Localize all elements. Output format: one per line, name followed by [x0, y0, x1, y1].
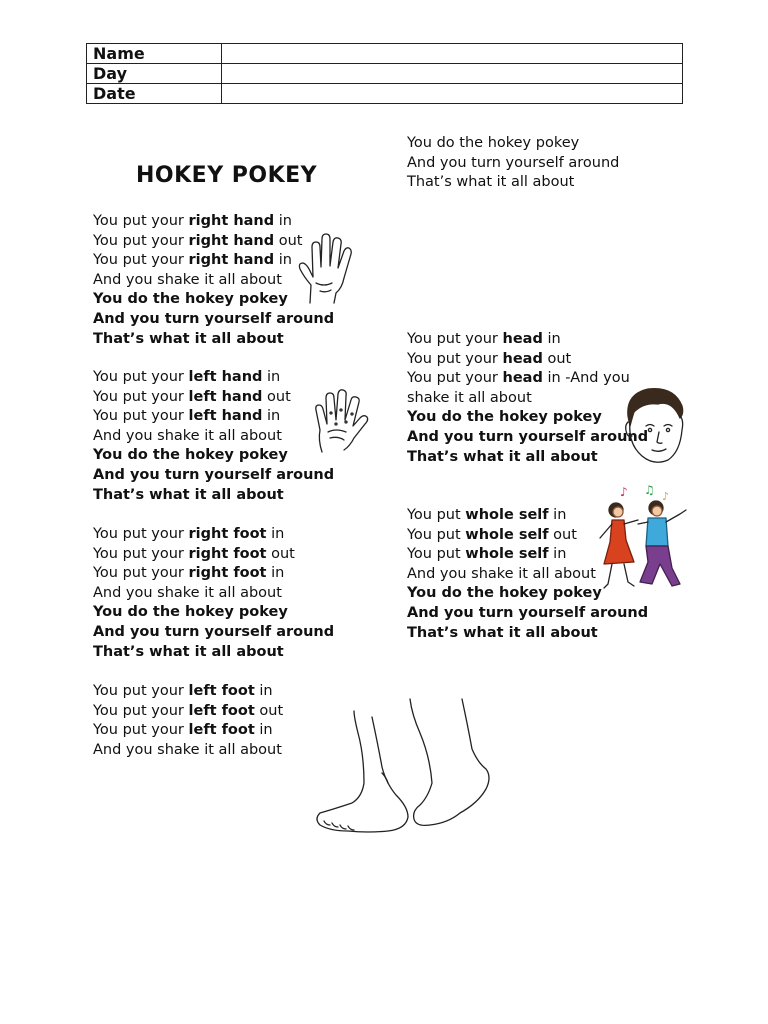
chorus-line: That’s what it all about — [407, 448, 598, 465]
verse-line — [93, 368, 334, 388]
palm-icon — [312, 388, 368, 454]
boy-face-icon — [622, 386, 688, 468]
verse-text: in — [262, 369, 281, 385]
date-label: Date — [87, 84, 222, 104]
verse-text: in — [548, 507, 567, 523]
chorus-line: And you turn yourself around — [407, 154, 620, 171]
verse-line — [407, 369, 648, 389]
chorus-line: You do the hokey pokey — [93, 604, 288, 621]
verse-text: out — [266, 545, 295, 562]
verse-line — [407, 330, 648, 350]
chorus-line: And you turn yourself around — [93, 466, 335, 483]
verse-text: You put your — [93, 408, 189, 425]
dancing-couple-icon — [594, 484, 690, 594]
verse-text: You put your — [93, 213, 189, 229]
verse-text: in — [266, 526, 285, 542]
verse-text: in — [542, 331, 561, 347]
verse-text: You put — [407, 507, 466, 523]
verse-text: out — [274, 232, 303, 249]
verse-text: whole self — [465, 546, 549, 563]
verse-line: And you shake it all about — [93, 741, 282, 758]
verse-line — [93, 388, 334, 408]
verse-text: right hand — [188, 213, 275, 229]
verse-text: head — [502, 350, 543, 367]
chorus-line: You do the hokey pokey — [407, 585, 602, 602]
verse-text: You put your — [93, 526, 189, 542]
student-info-table — [86, 43, 683, 104]
verse-text: You put your — [93, 565, 189, 582]
day-row — [87, 64, 683, 84]
date-row — [87, 84, 683, 104]
chorus-line: That’s what it all about — [407, 624, 598, 641]
verse-text: right foot — [188, 565, 267, 582]
verse-text: You put your — [93, 545, 189, 562]
name-field[interactable] — [222, 44, 683, 64]
verse-line: shake it all about — [407, 389, 532, 406]
chorus-line: And you turn yourself around — [407, 604, 649, 621]
verse-left-hand — [93, 368, 334, 505]
verse-text: You put your — [93, 388, 189, 405]
verse-text: in — [266, 565, 285, 582]
verse-text: You put your — [93, 702, 189, 719]
song-title: HOKEY POKEY — [136, 163, 318, 188]
verse-text: in — [274, 213, 292, 229]
day-field[interactable] — [222, 64, 683, 84]
verse-text: right hand — [188, 252, 275, 269]
verse-text: You put — [407, 526, 466, 543]
verse-line — [93, 407, 334, 427]
chorus-line: You do the hokey pokey — [407, 409, 602, 426]
verse-text: left hand — [188, 369, 263, 385]
verse-text: You put your — [93, 252, 189, 269]
date-field[interactable] — [222, 84, 683, 104]
verse-line: And you shake it all about — [93, 584, 282, 601]
verse-line — [93, 682, 283, 702]
verse-line — [93, 564, 334, 584]
feet-icon — [312, 697, 494, 839]
verse-text: in — [274, 252, 292, 269]
verse-text: head — [502, 370, 543, 387]
chorus-line: And you turn yourself around — [93, 310, 335, 327]
verse-text: in -And you — [542, 370, 630, 387]
verse-text: right hand — [188, 232, 275, 249]
verse-text: out — [548, 526, 577, 543]
verse-line — [93, 212, 334, 232]
verse-text: left hand — [188, 388, 263, 405]
verse-line — [93, 721, 283, 741]
verse-line — [93, 545, 334, 565]
verse-text: You put — [407, 546, 466, 563]
verse-text: You put your — [93, 369, 189, 385]
chorus-line: You do the hokey pokey — [93, 291, 288, 308]
verse-line — [407, 350, 648, 370]
verse-text: in — [548, 546, 567, 563]
verse-text: left foot — [188, 702, 255, 719]
verse-right-foot — [93, 525, 334, 662]
verse-text: out — [254, 702, 284, 719]
verse-head — [407, 330, 648, 467]
verse-text: left hand — [188, 408, 263, 425]
verse-text: right foot — [188, 526, 267, 542]
verse-line: And you shake it all about — [93, 427, 282, 444]
verse-text: You put your — [93, 683, 189, 699]
day-label: Day — [87, 64, 222, 84]
verse-text: left foot — [188, 683, 255, 699]
svg-text:♫: ♫ — [644, 483, 655, 497]
svg-text:♪: ♪ — [662, 490, 670, 503]
verse-text: in — [262, 408, 281, 425]
verse-text: out — [542, 350, 572, 367]
svg-text:♪: ♪ — [620, 485, 628, 499]
chorus-line: That’s what it all about — [93, 643, 284, 660]
verse-top-chorus — [407, 134, 619, 193]
verse-text: head — [502, 331, 543, 347]
verse-text: You put your — [407, 331, 503, 347]
verse-text: You put your — [93, 232, 189, 249]
verse-text: in — [254, 683, 273, 699]
chorus-line: That’s what it all about — [93, 330, 284, 347]
name-row — [87, 44, 683, 64]
verse-text: right foot — [188, 545, 267, 562]
chorus-line: And you turn yourself around — [93, 623, 335, 640]
verse-left-foot — [93, 682, 283, 760]
verse-text: left foot — [188, 722, 255, 739]
chorus-line: And you turn yourself around — [407, 428, 649, 445]
verse-line — [93, 702, 283, 722]
name-label: Name — [87, 44, 222, 64]
verse-text: whole self — [465, 507, 549, 523]
chorus-line: You do the hokey pokey — [93, 447, 288, 464]
chorus-line: That’s what it all about — [93, 486, 284, 503]
verse-text: out — [262, 388, 291, 405]
verse-line: And you shake it all about — [93, 271, 282, 288]
verse-line — [93, 525, 334, 545]
verse-line: And you shake it all about — [407, 565, 596, 582]
verse-text: You put your — [93, 722, 189, 739]
verse-text: You put your — [407, 350, 503, 367]
verse-text: whole self — [465, 526, 549, 543]
hand-icon — [296, 233, 354, 305]
verse-text: You put your — [407, 370, 503, 387]
verse-text: in — [254, 722, 273, 739]
chorus-line: That’s what it all about — [407, 174, 575, 191]
chorus-line: You do the hokey pokey — [407, 135, 580, 151]
